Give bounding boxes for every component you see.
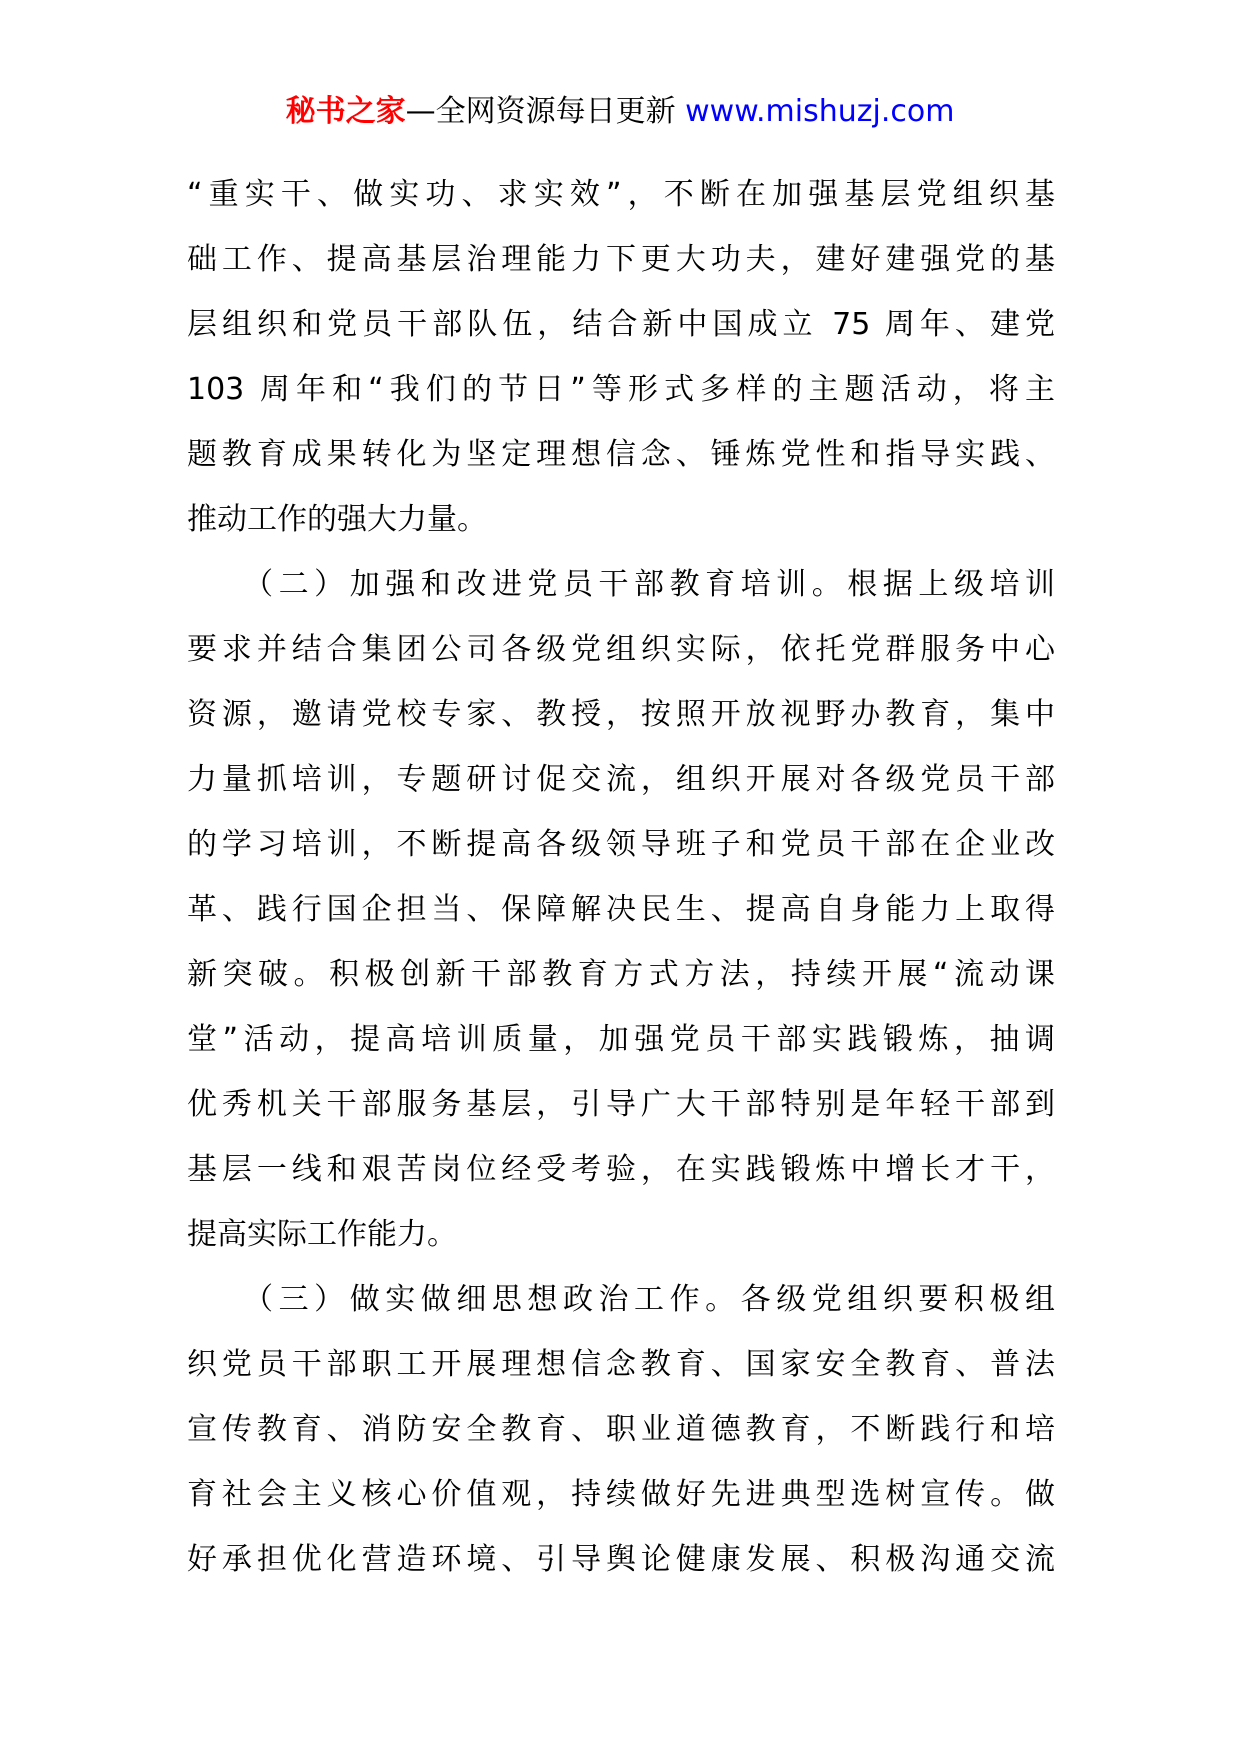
page-header (0, 92, 1240, 132)
brand-name: 秘书之家 (285, 94, 406, 129)
text-line: “重实干、做实功、求实效”，不断在加强基层党组织基 (187, 177, 1055, 212)
text-line: 资源，邀请党校专家、教授，按照开放视野办教育，集中 (187, 697, 1055, 732)
text-line: 提高实际工作能力。 (187, 1217, 457, 1252)
text-line: 推动工作的强大力量。 (187, 502, 487, 537)
text-line: 力量抓培训，专题研讨促交流，组织开展对各级党员干部 (187, 762, 1055, 797)
header-tagline: —全网资源每日更新 (405, 94, 676, 129)
text-line: 的学习培训，不断提高各级领导班子和党员干部在企业改 (187, 827, 1055, 862)
text-line: 宣传教育、消防安全教育、职业道德教育，不断践行和培 (187, 1412, 1055, 1447)
text-line: 优秀机关干部服务基层，引导广大干部特别是年轻干部到 (187, 1087, 1055, 1122)
text-line: 基层一线和艰苦岗位经受考验，在实践锻炼中增长才干， (187, 1152, 1055, 1187)
text-line: 要求并结合集团公司各级党组织实际，依托党群服务中心 (187, 632, 1055, 667)
text-line: 新突破。积极创新干部教育方式方法，持续开展“流动课 (187, 957, 1055, 992)
text-line: 好承担优化营造环境、引导舆论健康发展、积极沟通交流 (187, 1542, 1055, 1577)
text-line: 103 周年和“我们的节日”等形式多样的主题活动，将主 (187, 372, 1055, 407)
site-url-link[interactable]: www.mishuzj.com (685, 94, 955, 129)
section-heading-line: （三）做实做细思想政治工作。各级党组织要积极组 (187, 1282, 1055, 1317)
text-line: 革、践行国企担当、保障解决民生、提高自身能力上取得 (187, 892, 1055, 927)
text-line: 堂”活动，提高培训质量，加强党员干部实践锻炼，抽调 (187, 1022, 1055, 1057)
text-line: 题教育成果转化为坚定理想信念、锤炼党性和指导实践、 (187, 437, 1055, 472)
section-heading-line: （二）加强和改进党员干部教育培训。根据上级培训 (187, 567, 1055, 602)
text-line: 础工作、提高基层治理能力下更大功夫，建好建强党的基 (187, 242, 1055, 277)
text-line: 织党员干部职工开展理想信念教育、国家安全教育、普法 (187, 1347, 1055, 1382)
document-body (187, 162, 1055, 1592)
text-line: 层组织和党员干部队伍，结合新中国成立 75 周年、建党 (187, 307, 1055, 342)
text-line: 育社会主义核心价值观，持续做好先进典型选树宣传。做 (187, 1477, 1055, 1512)
